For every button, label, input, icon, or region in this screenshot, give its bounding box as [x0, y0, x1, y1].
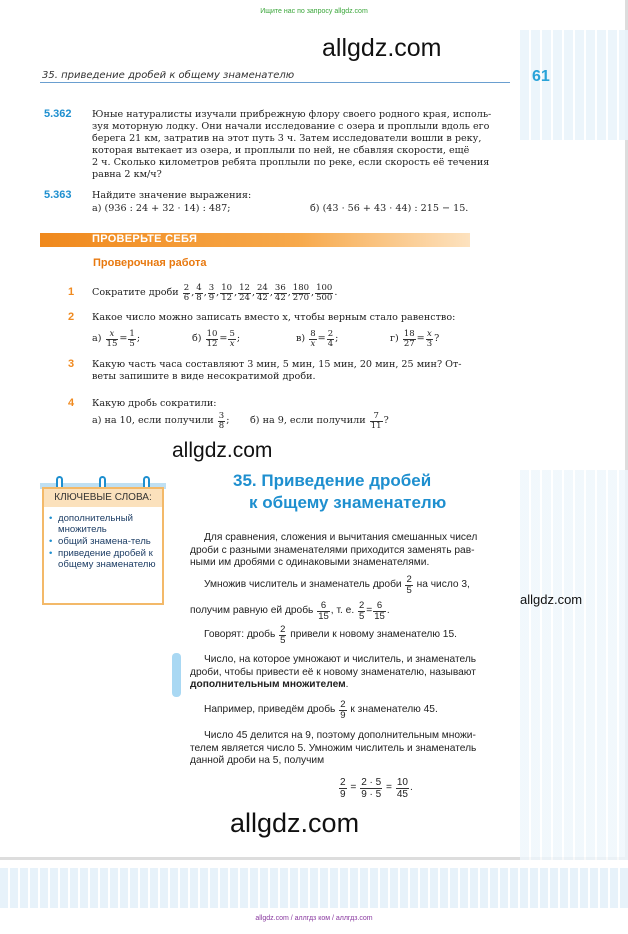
- fraction: $\frac{6}{15}$: [374, 599, 385, 622]
- definition-term: дополнительным множителем: [190, 679, 346, 690]
- task-2-option-a: а) $\frac{x}{15}$ = $\frac{1}{5}$ ;: [92, 328, 141, 349]
- paragraph-line: Число 45 делится на 9, поэтому дополнительным множи-: [204, 730, 476, 741]
- problem-number: 5.362: [44, 108, 72, 120]
- paragraph-line: ными им дробями с одинаковыми знаменателями.: [190, 557, 430, 568]
- keyword-item: • дополнительный множитель: [48, 513, 160, 535]
- fraction: $\frac{3}{9}$: [208, 282, 215, 303]
- keyword-item: • общий знамена-тель: [48, 536, 160, 547]
- running-header: 35. приведение дробей к общему знаменателю: [42, 70, 295, 81]
- test-subtitle: Проверочная работа: [93, 257, 207, 269]
- watermark: allgdz.com: [322, 34, 442, 62]
- paragraph-line: Для сравнения, сложения и вычитания смешанных чисел: [204, 532, 478, 543]
- formula: $\frac{2}{9}$ = $\frac{2 \cdot 5}{9 \cdot 5}$ = $\frac{10}{45}$ .: [340, 776, 413, 800]
- fraction: $\frac{2}{4}$: [327, 328, 334, 349]
- fraction: $\frac{3}{8}$: [218, 410, 225, 431]
- task-line: веты запишите в виде несократимой дроби.: [92, 371, 316, 382]
- task-4-part-b: б) на 9, если получили $\frac{7}{11}$ ?: [250, 410, 389, 431]
- fraction: $\frac{2}{5}$: [406, 573, 412, 596]
- task-number: 4: [68, 397, 75, 409]
- task-number: 2: [68, 311, 75, 323]
- fraction: $\frac{24}{42}$: [257, 282, 268, 303]
- paragraph-example: получим равную ей дробь $\frac{6}{15}$ , т. е. $\frac{2}{5}$ = $\frac{6}{15}$ .: [190, 599, 390, 622]
- definition-marker: [172, 653, 181, 697]
- paragraph-line: дроби с разными знаменателями приходится заменять рав-: [190, 544, 475, 556]
- task-line: Какую часть часа составляют 3 мин, 5 мин, 15 мин, 20 мин, 25 мин? От-: [92, 359, 462, 370]
- task-number: 3: [68, 358, 75, 370]
- fraction: $\frac{18}{27}$: [403, 328, 415, 349]
- check-yourself-banner: [40, 233, 470, 247]
- fraction: $\frac{7}{11}$: [370, 410, 382, 431]
- fraction: $\frac{4}{8}$: [196, 282, 202, 303]
- task-number: 1: [68, 286, 75, 298]
- paragraph-line: данной дроби на 5, получим: [190, 755, 325, 766]
- problem-line: равна 2 км/ч?: [92, 169, 162, 180]
- fraction: $\frac{6}{15}$: [318, 599, 329, 622]
- page-number: 61: [532, 68, 550, 85]
- fraction: $\frac{x}{15}$: [106, 328, 118, 349]
- fraction: $\frac{12}{24}$: [239, 282, 250, 303]
- problem-text: [92, 109, 557, 181]
- footer-links[interactable]: allgdz.com / аллгдз ком / аллгдз.com: [255, 915, 373, 922]
- watermark: allgdz.com: [172, 439, 273, 462]
- task-2-option-d: г) $\frac{18}{27}$ = $\frac{x}{3}$ ?: [390, 328, 440, 349]
- task-2-option-b: б) $\frac{10}{12}$ = $\frac{5}{x}$ ;: [192, 328, 241, 349]
- fraction: $\frac{2}{9}$: [340, 776, 346, 800]
- definition-line: Число, на которое умножают и числитель, и знаменатель: [204, 654, 477, 665]
- top-search-link[interactable]: Ищите нас по запросу allgdz.com: [260, 8, 368, 15]
- task-text: Сократите дроби: [92, 287, 179, 298]
- fraction: $\frac{2}{6}$: [183, 282, 190, 303]
- task-2-option-c: в) $\frac{8}{x}$ = $\frac{2}{4}$ ;: [296, 328, 339, 349]
- fraction: $\frac{10}{12}$: [221, 282, 233, 303]
- problem-line: Найдите значение выражения:: [92, 190, 252, 201]
- definition-line: дроби, чтобы привести её к новому знаменателю, называют: [190, 666, 476, 678]
- fraction: $\frac{8}{x}$: [310, 328, 316, 349]
- problem-line: берега 21 км, затратив на этот путь 3 ч. Затем исследователи вошли в реку,: [92, 133, 482, 144]
- fraction: $\frac{2}{9}$: [340, 698, 346, 721]
- fraction: $\frac{100}{500}$: [316, 282, 333, 303]
- keywords-box: [42, 487, 164, 605]
- grid-decoration-bottom: [0, 868, 628, 908]
- problem-part-a: а) (936 : 24 + 32 · 14) : 487;: [92, 203, 231, 214]
- section-title: [233, 470, 446, 514]
- problem-line: которая вытекает из озера, и проплыли по ней, не сбавляя скорости, ещё: [92, 145, 470, 156]
- keywords-list: [48, 513, 160, 571]
- watermark: allgdz.com: [520, 592, 583, 607]
- task-1: Сократите дроби $\frac{2}{6}$ , $\frac{4}{8}$ , $\frac{3}{9}$ , $\frac{10}{12}$ , $\frac{12}{24}$ , $\frac{24}{42}$ , $\frac{36}{42}$ , $\frac{180}{270}$ , $\frac{100}{500}$ .: [92, 282, 338, 303]
- keywords-title: КЛЮЧЕВЫЕ СЛОВА:: [44, 489, 162, 507]
- problem-number: 5.363: [44, 189, 72, 201]
- fraction: $\frac{10}{12}$: [206, 328, 218, 349]
- problem-part-b: б) (43 · 56 + 43 · 44) : 215 − 15.: [310, 203, 469, 214]
- fraction: $\frac{180}{270}$: [292, 282, 310, 303]
- fraction: $\frac{5}{x}$: [229, 328, 235, 349]
- task-3-text: [92, 359, 557, 383]
- problem-line: Юные натуралисты изучали прибрежную флору своего родного края, исполь-: [92, 109, 492, 120]
- definition: Число, на которое умножают и числитель, и знаменатель дроби, чтобы привести её к новому знаменателю, называют дополнительным множителем.: [190, 654, 560, 692]
- problem-line: 2 ч. Сколько километров ребята проплыли по реке, если скорость её течения: [92, 157, 490, 168]
- banner-title: ПРОВЕРЬТЕ СЕБЯ: [92, 233, 198, 245]
- watermark: allgdz.com: [230, 808, 360, 838]
- fraction: $\frac{36}{42}$: [274, 282, 286, 303]
- header-rule: [40, 82, 510, 83]
- task-4-part-a: а) на 10, если получили $\frac{3}{8}$ ;: [92, 410, 230, 431]
- paragraph-line: телем является число 5. Умножим числитель и знаменатель: [190, 742, 477, 754]
- paragraph-example: Говорят: дробь $\frac{2}{5}$ привели к новому знаменателю 15.: [204, 623, 457, 646]
- paragraph: [190, 532, 560, 570]
- fraction: $\frac{x}{3}$: [426, 328, 433, 349]
- section-title-line: к общему знаменателю: [249, 493, 447, 512]
- fraction: $\frac{1}{5}$: [129, 328, 135, 349]
- section-title-line: 35. Приведение дробей: [233, 471, 432, 490]
- fraction: $\frac{2}{5}$: [280, 623, 286, 646]
- paragraph-example: Например, приведём дробь $\frac{2}{9}$ к знаменателю 45.: [204, 698, 438, 721]
- task-text: Какую дробь сократили:: [92, 398, 217, 409]
- paragraph-example: Умножив числитель и знаменатель дроби $\frac{2}{5}$ на число 3,: [204, 573, 470, 596]
- paragraph: [190, 730, 560, 768]
- fraction: $\frac{10}{45}$: [396, 776, 408, 800]
- task-text: Какое число можно записать вместо x, чтобы верным стало равенство:: [92, 312, 456, 323]
- problem-line: зуя моторную лодку. Они начали исследование с озера и проплыли вдоль его: [92, 121, 490, 132]
- fraction: $\frac{2 \cdot 5}{9 \cdot 5}$: [361, 776, 382, 800]
- keyword-item: • приведение дробей к общему знаменателю: [48, 548, 160, 570]
- fraction: $\frac{2}{5}$: [359, 599, 365, 622]
